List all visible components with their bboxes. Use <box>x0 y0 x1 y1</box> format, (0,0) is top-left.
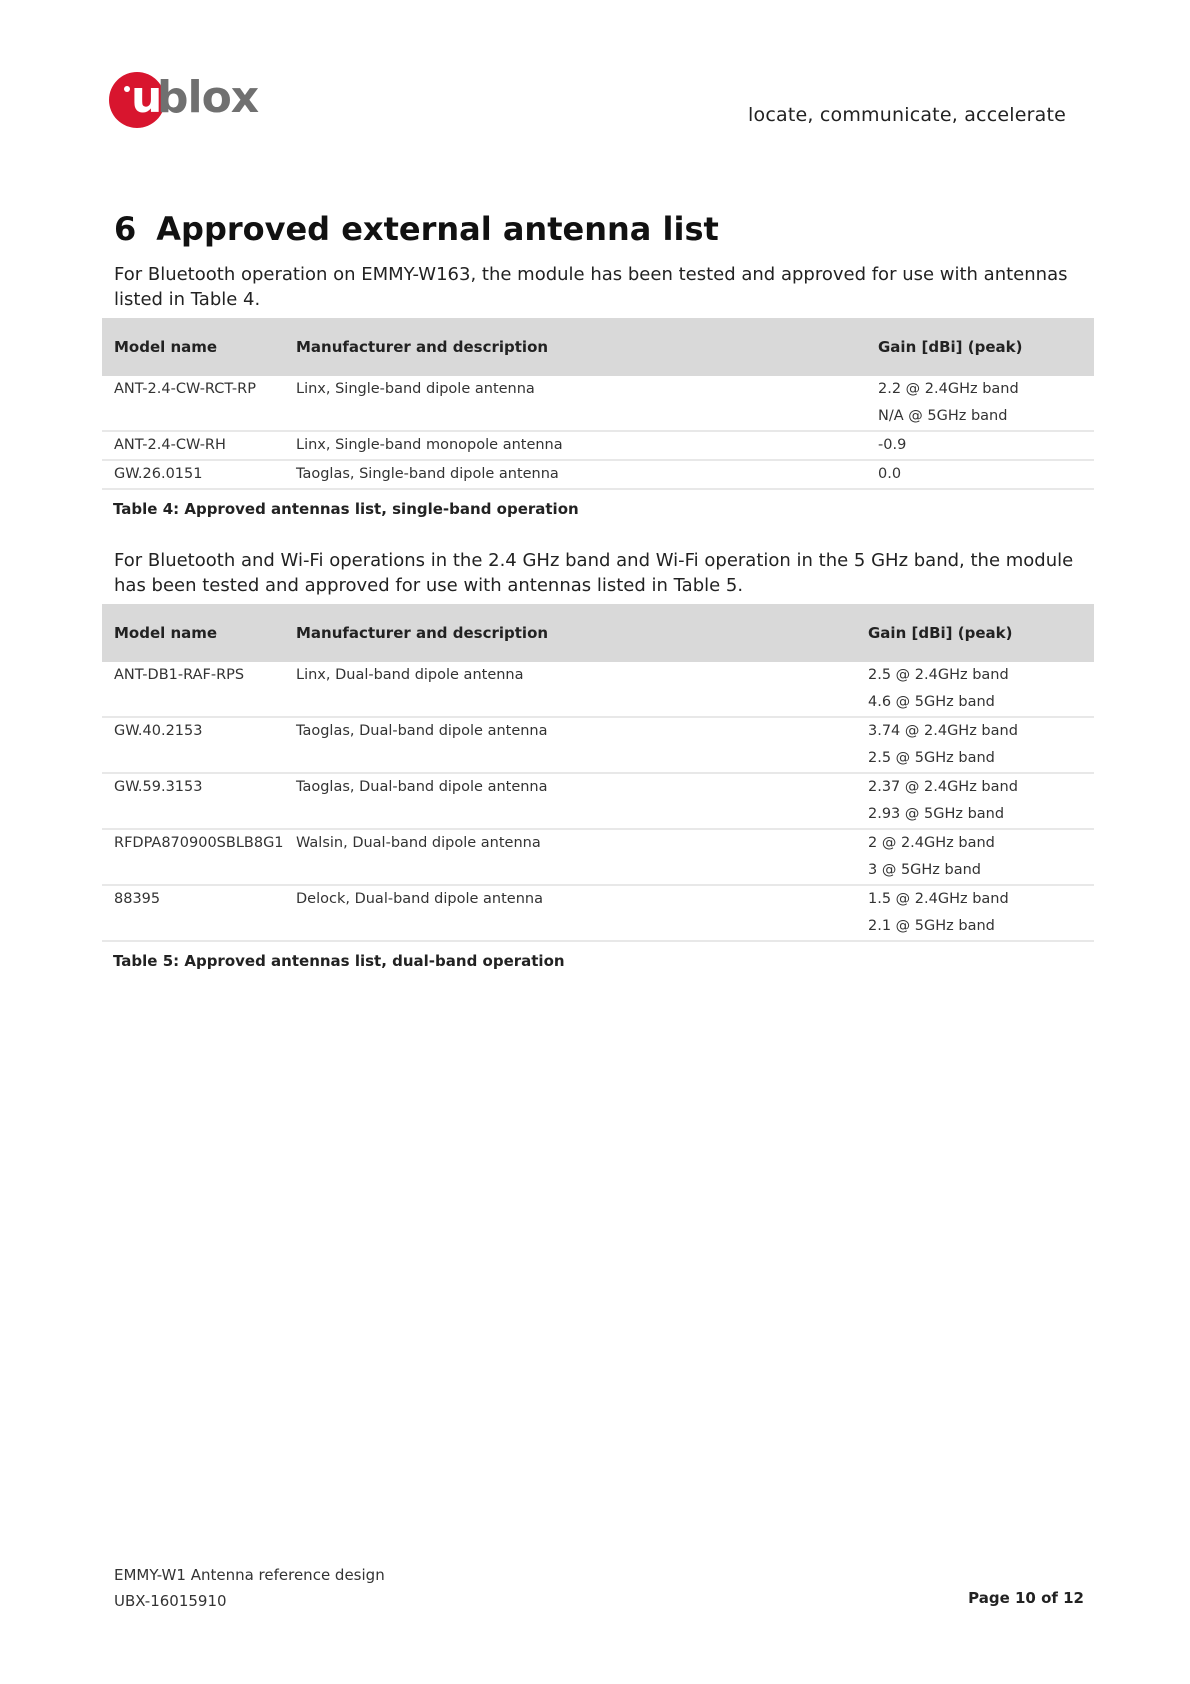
table-row <box>102 885 1094 941</box>
footer-page-number: Page 10 of 12 <box>968 1589 1084 1607</box>
model-cell: GW.59.3153 <box>102 773 284 829</box>
footer-doc-id: UBX-16015910 <box>114 1592 227 1610</box>
gain-cell: -0.9 <box>866 431 1094 460</box>
section-number: 6 <box>114 210 137 248</box>
description-cell: Linx, Dual-band dipole antenna <box>284 662 856 717</box>
table-header-row <box>102 318 1094 376</box>
column-header-model: Model name <box>102 604 284 662</box>
table-row <box>102 773 1094 829</box>
section-heading <box>114 210 719 248</box>
model-cell: ANT-2.4-CW-RCT-RP <box>102 376 284 431</box>
description-cell: Taoglas, Dual-band dipole antenna <box>284 773 856 829</box>
table-row <box>102 717 1094 773</box>
table-5 <box>102 604 1094 942</box>
table-row <box>102 431 1094 460</box>
logo-dot <box>124 86 130 92</box>
model-cell: GW.26.0151 <box>102 460 284 489</box>
logo-wordmark: blox <box>157 72 259 123</box>
column-header-gain: Gain [dBi] (peak) <box>856 604 1094 662</box>
model-cell: ANT-2.4-CW-RH <box>102 431 284 460</box>
table-row <box>102 460 1094 489</box>
column-header-manufacturer: Manufacturer and description <box>284 604 856 662</box>
description-cell: Taoglas, Single-band dipole antenna <box>284 460 866 489</box>
description-cell: Walsin, Dual-band dipole antenna <box>284 829 856 885</box>
table-5-caption: Table 5: Approved antennas list, dual-band operation <box>113 952 565 970</box>
table-4 <box>102 318 1094 490</box>
footer-doc-info <box>114 1562 385 1614</box>
gain-cell: 0.0 <box>866 460 1094 489</box>
column-header-model: Model name <box>102 318 284 376</box>
logo-u: u <box>131 72 162 123</box>
table-row <box>102 662 1094 717</box>
table-row <box>102 376 1094 431</box>
tagline: locate, communicate, accelerate <box>748 104 1066 126</box>
gain-cell: 2.37 @ 2.4GHz band 2.93 @ 5GHz band <box>856 773 1094 829</box>
description-cell: Taoglas, Dual-band dipole antenna <box>284 717 856 773</box>
description-cell: Linx, Single-band monopole antenna <box>284 431 866 460</box>
gain-cell: 3.74 @ 2.4GHz band 2.5 @ 5GHz band <box>856 717 1094 773</box>
table-4-caption: Table 4: Approved antennas list, single-band operation <box>113 500 579 518</box>
column-header-gain: Gain [dBi] (peak) <box>866 318 1094 376</box>
footer-doc-title: EMMY-W1 Antenna reference design <box>114 1566 385 1584</box>
gain-cell: 1.5 @ 2.4GHz band 2.1 @ 5GHz band <box>856 885 1094 941</box>
gain-cell: 2.5 @ 2.4GHz band 4.6 @ 5GHz band <box>856 662 1094 717</box>
gain-cell: 2 @ 2.4GHz band 3 @ 5GHz band <box>856 829 1094 885</box>
description-cell: Linx, Single-band dipole antenna <box>284 376 866 431</box>
intro-paragraph-2: For Bluetooth and Wi-Fi operations in the 2.4 GHz band and Wi-Fi operation in the 5 GHz band, the module has been tested and approved for use with antennas listed in Table 5. <box>114 550 1074 596</box>
model-cell: RFDPA870900SBLB8G1 <box>102 829 284 885</box>
section-title: Approved external antenna list <box>156 210 719 248</box>
model-cell: GW.40.2153 <box>102 717 284 773</box>
table-header-row <box>102 604 1094 662</box>
model-cell: 88395 <box>102 885 284 941</box>
model-cell: ANT-DB1-RAF-RPS <box>102 662 284 717</box>
description-cell: Delock, Dual-band dipole antenna <box>284 885 856 941</box>
ublox-logo <box>109 72 259 130</box>
gain-cell: 2.2 @ 2.4GHz band N/A @ 5GHz band <box>866 376 1094 431</box>
intro-paragraph-1: For Bluetooth operation on EMMY-W163, the module has been tested and approved for use with antennas listed in Table 4. <box>114 264 1068 310</box>
table-row <box>102 829 1094 885</box>
column-header-manufacturer: Manufacturer and description <box>284 318 866 376</box>
